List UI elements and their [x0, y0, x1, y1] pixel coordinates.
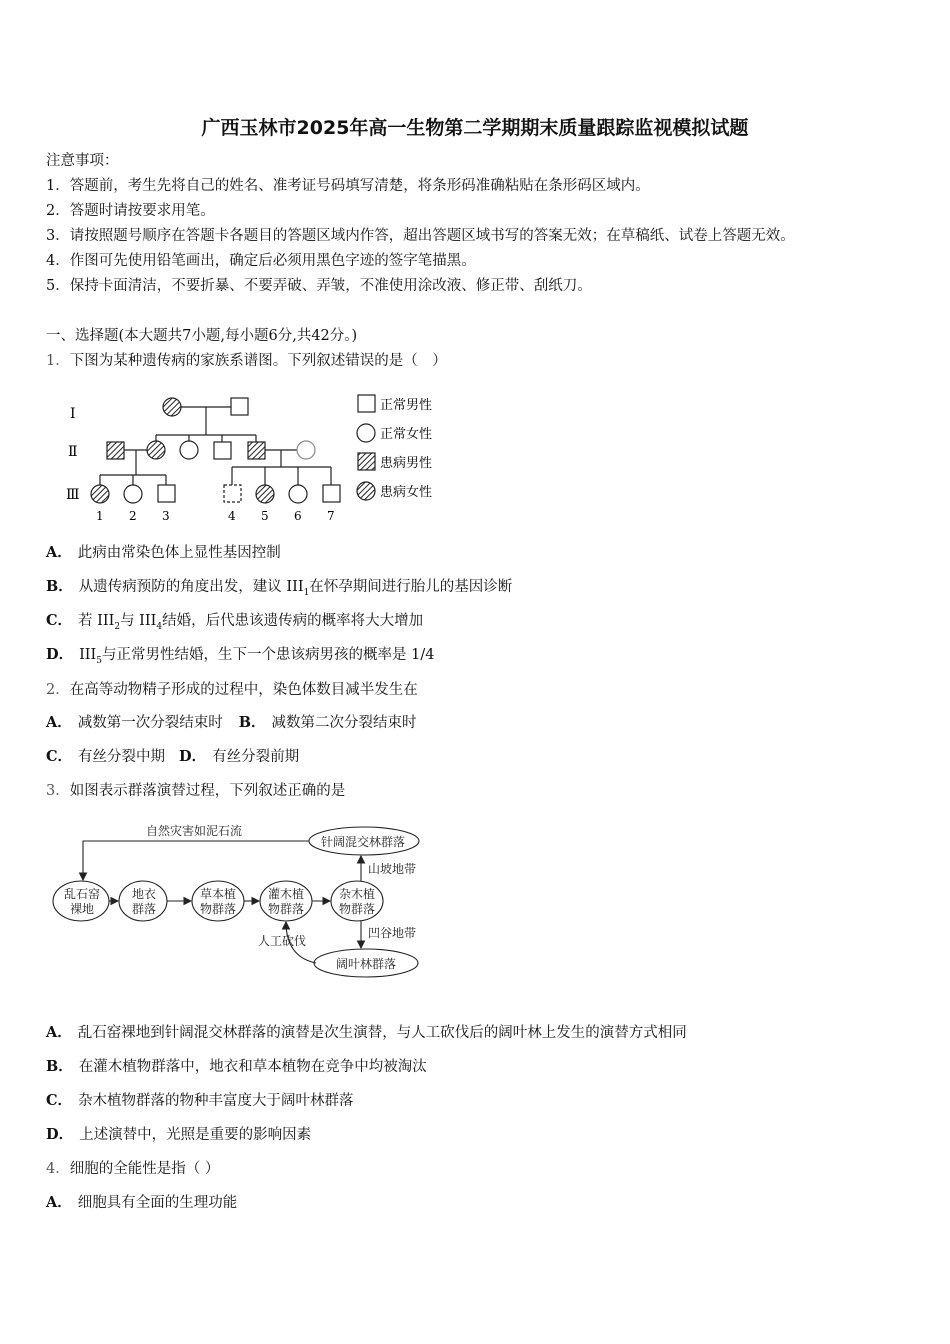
option-a[interactable]	[46, 543, 281, 563]
normal-female-symbol	[124, 485, 142, 503]
svg-text:1: 1	[96, 509, 104, 523]
affected-male-symbol	[248, 442, 265, 459]
legend-label: 正常男性	[380, 398, 433, 413]
question-3	[46, 781, 345, 801]
question-1	[46, 351, 447, 371]
option-text: 上述演替中，光照是重要的影响因素	[79, 1127, 312, 1143]
question-number: 2．	[46, 682, 70, 698]
arrow-label: 自然灾害如泥石流	[146, 824, 243, 838]
node-label: 物群落	[268, 902, 305, 916]
option-d[interactable]	[46, 645, 434, 671]
option-label: A．	[46, 714, 72, 731]
option-label: B．	[238, 714, 266, 731]
svg-text:6: 6	[294, 509, 302, 523]
option-text: 减数第二次分裂结束时	[271, 715, 417, 731]
subscript: 2	[114, 621, 121, 632]
option-text: 在怀孕期间进行胎儿的基因诊断	[309, 579, 513, 595]
pedigree-chart	[60, 385, 460, 530]
arrow-label: 凹谷地带	[368, 926, 417, 940]
svg-text:5: 5	[261, 509, 269, 523]
svg-text:2: 2	[129, 509, 137, 523]
option-label: C．	[46, 1092, 73, 1109]
notice-heading: 注意事项：	[46, 153, 119, 169]
question-2	[46, 680, 418, 700]
affected-female-symbol	[163, 398, 181, 416]
option-text: 若 III	[78, 613, 115, 629]
notice-item: 3．请按照题号顺序在答题卡各题目的答题区域内作答，超出答题区域书写的答案无效；在草稿纸、试卷上答题无效。	[46, 228, 795, 244]
option-label: C．	[46, 612, 73, 629]
affected-female-symbol	[91, 485, 109, 503]
arrow-label: 山坡地带	[368, 862, 417, 876]
option-row	[46, 747, 299, 767]
generation-label: Ⅲ	[66, 487, 80, 503]
option-label: A．	[46, 1194, 72, 1211]
option-d[interactable]	[46, 1125, 311, 1145]
svg-text:3: 3	[162, 509, 170, 523]
question-stem: 下图为某种遗传病的家族系谱图。下列叙述错误的是（ ）	[69, 353, 447, 369]
node-label: 群落	[132, 902, 157, 916]
node-label: 杂木植	[339, 887, 376, 901]
option-c[interactable]	[46, 611, 423, 637]
node-label: 裸地	[70, 902, 95, 916]
normal-female-symbol	[180, 441, 198, 459]
legend-normal-female	[357, 424, 375, 442]
option-text: 与 III	[120, 613, 157, 629]
option-text: 乱石窑裸地到针阔混交林群落的演替是次生演替，与人工砍伐后的阔叶林上发生的演替方式相同	[77, 1025, 687, 1041]
subscript: 1	[303, 587, 310, 598]
node-label: 物群落	[200, 902, 237, 916]
option-text: 结婚，后代患该遗传病的概率将大大增加	[162, 613, 424, 629]
notice-item: 5．保持卡面清洁，不要折暴、不要弄破、弄皱，不准使用涂改液、修正带、刮纸刀。	[46, 278, 592, 294]
question-stem: 如图表示群落演替过程，下列叙述正确的是	[69, 783, 346, 799]
option-label: A．	[46, 1024, 72, 1041]
option-b[interactable]	[46, 1057, 427, 1077]
option-label: B．	[46, 1058, 73, 1075]
question-stem: 在高等动物精子形成的过程中，染色体数目减半发生在	[69, 682, 418, 698]
page-title: 广西玉林市2025年高一生物第二学期期末质量跟踪监视模拟试题	[201, 117, 749, 139]
legend-label: 患病女性	[380, 485, 433, 500]
node-label: 草本植	[200, 887, 237, 901]
option-text: 此病由常染色体上显性基因控制	[77, 545, 281, 561]
normal-female-symbol	[289, 485, 307, 503]
normal-male-symbol	[224, 485, 241, 502]
option-label: D．	[46, 1126, 74, 1143]
arrow-label: 人工砍伐	[258, 934, 307, 948]
node-label: 灌木植	[268, 887, 305, 901]
option-c[interactable]	[46, 749, 165, 765]
question-4	[46, 1159, 219, 1179]
option-label: B．	[46, 578, 73, 595]
legend-normal-male	[358, 395, 375, 412]
option-label: D．	[179, 748, 207, 765]
node-label: 阔叶林群落	[336, 957, 397, 971]
option-a[interactable]	[46, 1193, 237, 1213]
affected-male-symbol	[107, 442, 124, 459]
option-text: 细胞具有全面的生理功能	[77, 1195, 238, 1211]
notice-item: 1．答题前，考生先将自己的姓名、准考证号码填写清楚，将条形码准确粘贴在条形码区域内。	[46, 178, 650, 194]
normal-female-symbol	[297, 441, 315, 459]
option-text: 从遗传病预防的角度出发，建议 III	[78, 579, 304, 595]
section-heading: 一、选择题(本大题共7小题,每小题6分,共42分。)	[46, 328, 358, 344]
option-a[interactable]	[46, 1023, 687, 1043]
option-text: III	[79, 647, 97, 663]
option-text: 有丝分裂前期	[212, 749, 300, 765]
normal-male-symbol	[231, 398, 248, 415]
svg-text:4: 4	[228, 509, 236, 523]
normal-male-symbol	[214, 442, 231, 459]
option-text: 与正常男性结婚，生下一个患该病男孩的概率是 1/4	[102, 647, 435, 663]
affected-female-symbol	[147, 441, 165, 459]
legend-label: 正常女性	[380, 427, 433, 442]
option-b[interactable]	[46, 577, 512, 603]
subscript: 4	[156, 621, 163, 632]
option-label: A．	[46, 544, 72, 561]
legend-affected-female	[357, 482, 375, 500]
option-text: 杂木植物群落的物种丰富度大于阔叶林群落	[78, 1093, 354, 1109]
notice-item: 4．作图可先使用铅笔画出，确定后必须用黑色字迹的签字笔描黑。	[46, 253, 476, 269]
node-label: 乱石窑	[64, 887, 101, 901]
question-stem: 细胞的全能性是指（ ）	[69, 1161, 220, 1177]
subscript: 5	[96, 655, 102, 666]
succession-diagram	[46, 813, 436, 988]
generation-label: Ⅰ	[70, 406, 76, 422]
affected-female-symbol	[256, 485, 274, 503]
node-label: 物群落	[339, 902, 376, 916]
option-text: 有丝分裂中期	[78, 749, 166, 765]
legend-affected-male	[358, 453, 375, 470]
option-label: D．	[46, 646, 74, 663]
option-text: 在灌木植物群落中，地衣和草本植物在竞争中均被淘汰	[78, 1059, 427, 1075]
node-label: 针阔混交林群落	[321, 835, 406, 849]
normal-male-symbol	[323, 485, 340, 502]
option-a[interactable]	[46, 715, 223, 731]
legend-label: 患病男性	[380, 456, 433, 471]
normal-male-symbol	[158, 485, 175, 502]
node-label: 地衣	[132, 887, 157, 901]
option-label: C．	[46, 748, 73, 765]
notice-item: 2．答题时请按要求用笔。	[46, 203, 215, 219]
option-c[interactable]	[46, 1091, 354, 1111]
generation-label: Ⅱ	[68, 444, 78, 460]
question-number: 3．	[46, 783, 70, 799]
option-text: 减数第一次分裂结束时	[77, 715, 223, 731]
question-number: 4．	[46, 1161, 70, 1177]
individual-numbers	[96, 509, 335, 523]
option-d[interactable]	[179, 749, 299, 765]
svg-text:7: 7	[327, 509, 335, 523]
option-row	[46, 713, 417, 733]
question-number: 1．	[46, 353, 70, 369]
option-b[interactable]	[239, 715, 417, 731]
